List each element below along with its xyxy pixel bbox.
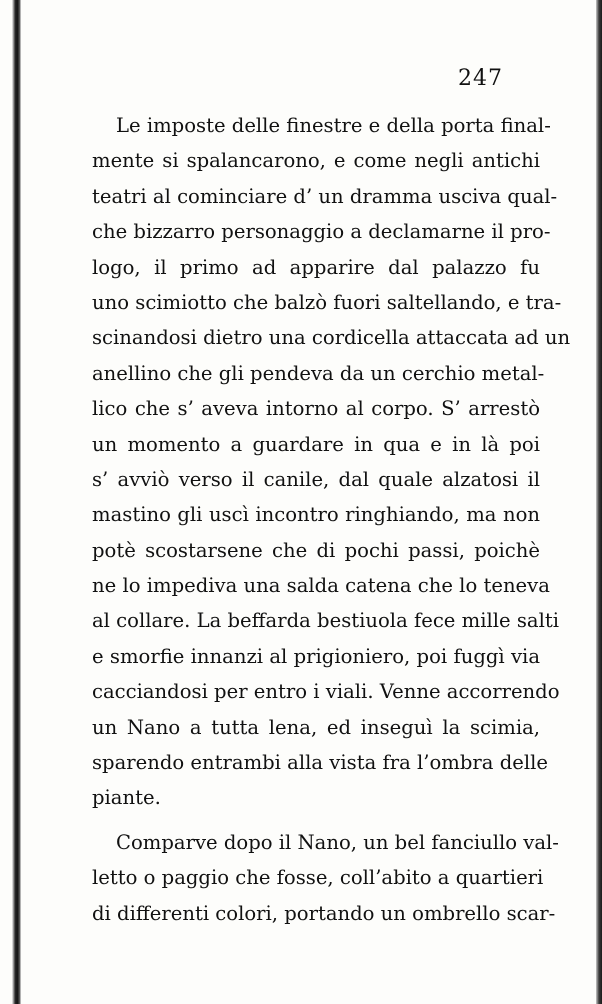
paragraph-1 — [92, 108, 571, 816]
text-line: sparendo entrambi alla vista fra l’ombra delle — [92, 751, 548, 775]
page-gutter-edge — [12, 0, 21, 1004]
text-line: e smorfie innanzi al prigioniero, poi fuggì via — [92, 644, 540, 668]
text-line: di differenti colori, portando un ombrello scar- — [92, 901, 556, 925]
text-line: cacciandosi per entro i viali. Venne accorrendo — [92, 680, 560, 704]
text-line: piante. — [92, 786, 161, 810]
text-line: Comparve dopo il Nano, un bel fanciullo val- — [116, 830, 559, 854]
text-line: s’ avviò verso il canile, dal quale alzatosi il — [92, 467, 540, 491]
scan-edge — [596, 0, 602, 1004]
text-line: logo, il primo ad apparire dal palazzo fu — [92, 255, 540, 279]
text-line: potè scostarsene che di pochi passi, poichè — [92, 538, 540, 562]
text-line: teatri al cominciare d’ un dramma usciva qual- — [92, 184, 558, 208]
text-line: uno scimiotto che balzò fuori saltellando, e tra- — [92, 290, 562, 314]
text-line: ne lo impediva una salda catena che lo teneva — [92, 574, 550, 598]
body-text — [92, 108, 571, 931]
text-line: mente si spalancarono, e come negli antichi — [92, 149, 540, 173]
text-line: lico che s’ aveva intorno al corpo. S’ arrestò — [92, 397, 540, 421]
text-line: al collare. La beffarda bestiuola fece mille salti — [92, 609, 559, 633]
text-line: letto o paggio che fosse, coll’abito a quartieri — [92, 866, 544, 890]
text-line: un Nano a tutta lena, ed inseguì la scimia, — [92, 715, 540, 739]
paragraph-2 — [92, 825, 559, 931]
page-number: 247 — [458, 66, 503, 91]
text-line: mastino gli uscì incontro ringhiando, ma non — [92, 503, 540, 527]
text-line: anellino che gli pendeva da un cerchio metal- — [92, 361, 545, 385]
text-line: Le imposte delle finestre e della porta final- — [116, 114, 551, 137]
text-line: che bizzarro personaggio a declamarne il pro- — [92, 220, 551, 244]
text-line: scinandosi dietro una cordicella attaccata ad un — [92, 326, 571, 350]
text-line: un momento a guardare in qua e in là poi — [92, 432, 540, 456]
